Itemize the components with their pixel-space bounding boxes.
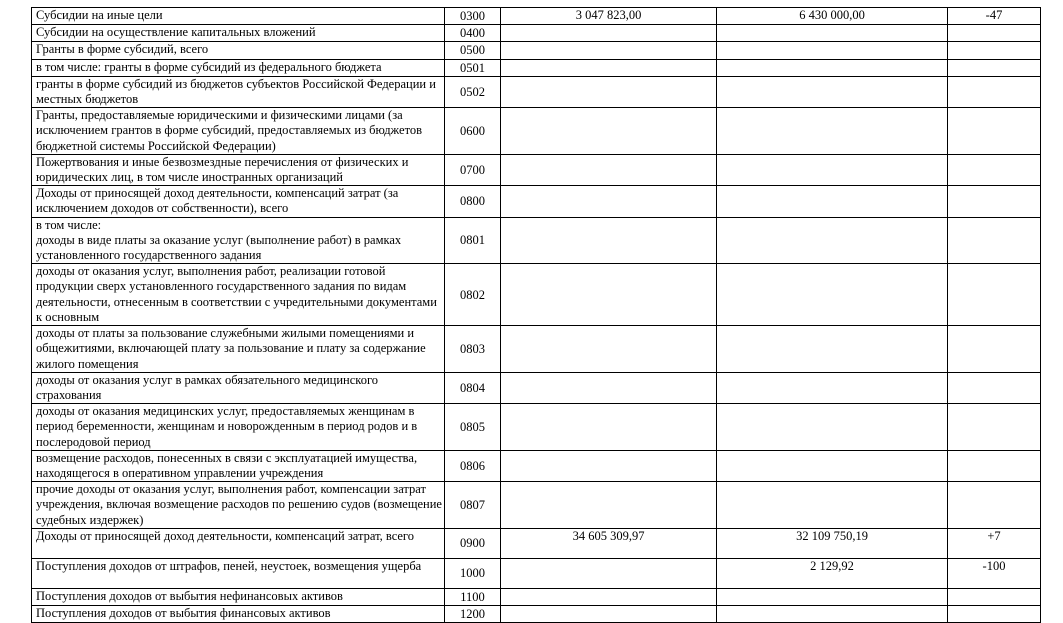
- row-change-percent-cell: [948, 42, 1041, 59]
- row-name-cell: Поступления доходов от выбытия финансовых активов: [32, 606, 445, 623]
- row-value-previous-cell: [717, 76, 948, 107]
- row-value-previous-cell: [717, 25, 948, 42]
- row-value-previous-cell: [717, 217, 948, 264]
- income-report-table: [31, 7, 1041, 623]
- row-name-cell: доходы от платы за пользование служебными жилыми помещениями и общежитиями, включающей плату за пользование и плату за содержание жилого помещения: [32, 326, 445, 373]
- row-change-percent-cell: +7: [948, 528, 1041, 558]
- table-row: [32, 217, 1041, 264]
- table-row: [32, 372, 1041, 403]
- row-change-percent-cell: [948, 326, 1041, 373]
- table-row: [32, 326, 1041, 373]
- row-change-percent-cell: [948, 450, 1041, 481]
- row-code-cell: 0807: [445, 482, 501, 529]
- row-code-cell: 0501: [445, 59, 501, 76]
- row-value-current-cell: [501, 217, 717, 264]
- row-value-current-cell: [501, 154, 717, 185]
- row-code-cell: 0400: [445, 25, 501, 42]
- table-row: [32, 154, 1041, 185]
- table-row: [32, 59, 1041, 76]
- row-value-current-cell: [501, 482, 717, 529]
- row-name-cell: гранты в форме субсидий из бюджетов субъектов Российской Федерации и местных бюджетов: [32, 76, 445, 107]
- row-value-previous-cell: [717, 588, 948, 605]
- row-value-current-cell: [501, 558, 717, 588]
- row-value-previous-cell: [717, 404, 948, 451]
- table-row: [32, 450, 1041, 481]
- row-name-cell: Поступления доходов от штрафов, пеней, неустоек, возмещения ущерба: [32, 558, 445, 588]
- row-code-cell: 0801: [445, 217, 501, 264]
- row-name-cell: Доходы от приносящей доход деятельности, компенсаций затрат, всего: [32, 528, 445, 558]
- row-code-cell: 0802: [445, 264, 501, 326]
- row-code-cell: 0900: [445, 528, 501, 558]
- row-change-percent-cell: -100: [948, 558, 1041, 588]
- row-change-percent-cell: -47: [948, 8, 1041, 25]
- row-code-cell: 0800: [445, 186, 501, 217]
- row-code-cell: 0700: [445, 154, 501, 185]
- row-value-previous-cell: 6 430 000,00: [717, 8, 948, 25]
- row-code-cell: 0300: [445, 8, 501, 25]
- row-value-current-cell: [501, 404, 717, 451]
- row-name-cell: Гранты в форме субсидий, всего: [32, 42, 445, 59]
- row-value-current-cell: [501, 450, 717, 481]
- table-row: [32, 606, 1041, 623]
- row-code-cell: 0805: [445, 404, 501, 451]
- row-name-cell: возмещение расходов, понесенных в связи с эксплуатацией имущества, находящегося в оперативном управлении учреждения: [32, 450, 445, 481]
- table-row: [32, 42, 1041, 59]
- table-row: [32, 76, 1041, 107]
- table-row: [32, 528, 1041, 558]
- row-value-previous-cell: [717, 59, 948, 76]
- row-value-current-cell: [501, 588, 717, 605]
- row-value-previous-cell: [717, 42, 948, 59]
- row-value-current-cell: 3 047 823,00: [501, 8, 717, 25]
- row-name-cell: в том числе: гранты в форме субсидий из федерального бюджета: [32, 59, 445, 76]
- row-value-previous-cell: [717, 450, 948, 481]
- row-value-previous-cell: [717, 606, 948, 623]
- row-value-current-cell: [501, 25, 717, 42]
- row-value-current-cell: [501, 42, 717, 59]
- row-value-current-cell: [501, 326, 717, 373]
- row-change-percent-cell: [948, 59, 1041, 76]
- row-value-previous-cell: [717, 482, 948, 529]
- table-row: [32, 588, 1041, 605]
- row-name-cell: доходы от оказания услуг в рамках обязательного медицинского страхования: [32, 372, 445, 403]
- row-value-current-cell: 34 605 309,97: [501, 528, 717, 558]
- row-value-previous-cell: 32 109 750,19: [717, 528, 948, 558]
- row-code-cell: 0502: [445, 76, 501, 107]
- row-name-cell: Доходы от приносящей доход деятельности, компенсаций затрат (за исключением доходов от собственности), всего: [32, 186, 445, 217]
- row-change-percent-cell: [948, 76, 1041, 107]
- row-name-cell: прочие доходы от оказания услуг, выполнения работ, компенсации затрат учреждения, включая возмещение расходов по решению судов (возмещение судебных издержек): [32, 482, 445, 529]
- row-value-current-cell: [501, 76, 717, 107]
- table-row: [32, 108, 1041, 155]
- row-change-percent-cell: [948, 404, 1041, 451]
- row-value-previous-cell: [717, 108, 948, 155]
- row-change-percent-cell: [948, 482, 1041, 529]
- row-value-current-cell: [501, 372, 717, 403]
- row-value-current-cell: [501, 59, 717, 76]
- row-name-cell: доходы от оказания медицинских услуг, предоставляемых женщинам в период беременности, женщинам и новорожденным в период родов и в послеродовой период: [32, 404, 445, 451]
- row-change-percent-cell: [948, 25, 1041, 42]
- row-change-percent-cell: [948, 217, 1041, 264]
- table-row: [32, 558, 1041, 588]
- row-change-percent-cell: [948, 264, 1041, 326]
- row-code-cell: 0803: [445, 326, 501, 373]
- row-change-percent-cell: [948, 186, 1041, 217]
- row-value-previous-cell: [717, 264, 948, 326]
- row-name-cell: Субсидии на иные цели: [32, 8, 445, 25]
- row-change-percent-cell: [948, 154, 1041, 185]
- table-row: [32, 186, 1041, 217]
- row-name-cell: Пожертвования и иные безвозмездные перечисления от физических и юридических лиц, в том числе иностранных организаций: [32, 154, 445, 185]
- row-value-previous-cell: 2 129,92: [717, 558, 948, 588]
- row-value-current-cell: [501, 606, 717, 623]
- row-value-previous-cell: [717, 154, 948, 185]
- row-value-previous-cell: [717, 372, 948, 403]
- row-value-current-cell: [501, 186, 717, 217]
- table-row: [32, 25, 1041, 42]
- row-value-previous-cell: [717, 186, 948, 217]
- row-name-cell: в том числе: доходы в виде платы за оказание услуг (выполнение работ) в рамках установленного государственного задания: [32, 217, 445, 264]
- row-name-cell: Субсидии на осуществление капитальных вложений: [32, 25, 445, 42]
- row-code-cell: 1200: [445, 606, 501, 623]
- table-row: [32, 482, 1041, 529]
- row-change-percent-cell: [948, 606, 1041, 623]
- row-code-cell: 0806: [445, 450, 501, 481]
- row-code-cell: 0600: [445, 108, 501, 155]
- row-name-cell: Поступления доходов от выбытия нефинансовых активов: [32, 588, 445, 605]
- row-name-cell: доходы от оказания услуг, выполнения работ, реализации готовой продукции сверх установленного государственного задания по видам деятельности, отнесенным в соответствии с учредительными документами к основным: [32, 264, 445, 326]
- row-value-current-cell: [501, 264, 717, 326]
- row-value-previous-cell: [717, 326, 948, 373]
- table-row: [32, 8, 1041, 25]
- row-code-cell: 0500: [445, 42, 501, 59]
- row-change-percent-cell: [948, 108, 1041, 155]
- table-row: [32, 264, 1041, 326]
- row-code-cell: 0804: [445, 372, 501, 403]
- row-change-percent-cell: [948, 372, 1041, 403]
- row-value-current-cell: [501, 108, 717, 155]
- table-row: [32, 404, 1041, 451]
- row-code-cell: 1100: [445, 588, 501, 605]
- row-name-cell: Гранты, предоставляемые юридическими и физическими лицами (за исключением грантов в форме субсидий, предоставляемых из бюджетов бюджетной системы Российской Федерации): [32, 108, 445, 155]
- row-code-cell: 1000: [445, 558, 501, 588]
- row-change-percent-cell: [948, 588, 1041, 605]
